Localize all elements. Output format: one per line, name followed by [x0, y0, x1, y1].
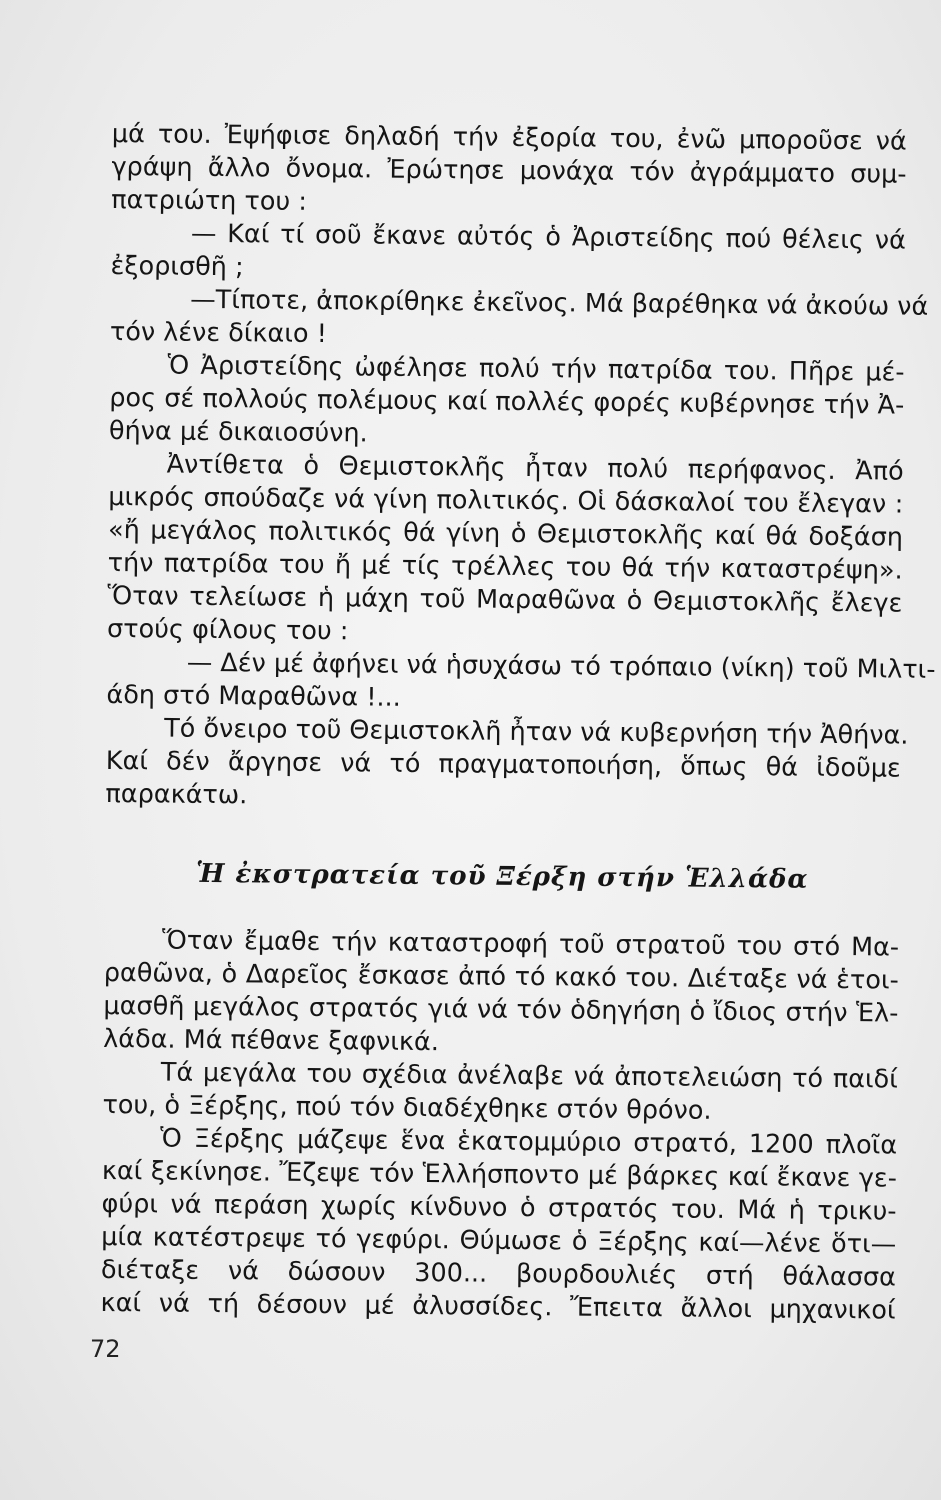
text-line: Τά μεγάλα του σχέδια ἀνέλαβε νά ἀποτελειώση τό παιδί: [160, 1057, 898, 1095]
text-line: γράψη ἄλλο ὄνομα. Ἐρώτησε μονάχα τόν ἀγράμματο συμ-: [111, 151, 907, 190]
text-line: μασθῆ μεγάλος στρατός γιά νά τόν ὁδηγήση ὁ ἴδιος στήν Ἑλ-: [103, 990, 899, 1029]
text-line: καί ξεκίνησε. Ἔζεψε τόν Ἑλλήσποντο μέ βάρκες καί ἔκανε γε-: [101, 1155, 897, 1194]
text-line: παρακάτω.: [105, 778, 248, 811]
text-line: άδη στό Μαραθῶνα !...: [106, 679, 401, 713]
text-line: καί νά τή δέσουν μέ ἀλυσσίδες. Ἔπειτα ἄλλοι μηχανικοί: [100, 1287, 896, 1326]
text-line: —Τίποτε, ἀποκρίθηκε ἐκεῖνος. Μά βαρέθηκα νά ἀκούω νά: [190, 284, 929, 322]
text-line: του, ὁ Ξέρξης, πού τόν διαδέχθηκε στόν θρόνο.: [102, 1089, 712, 1126]
text-line: «ἤ μεγάλος πολιτικός θά γίνη ὁ Θεμιστοκλῆς καί θά δοξάση: [107, 514, 904, 553]
text-line: ραθῶνα, ὁ Δαρεῖος ἔσκασε ἀπό τό κακό του. Διέταξε νά ἑτοι-: [103, 957, 899, 996]
text-line: — Καί τί σοῦ ἔκανε αὐτός ὁ Ἀριστείδης πού θέλεις νά: [190, 218, 907, 256]
text-line: θήνα μέ δικαιοσύνη.: [108, 415, 368, 449]
text-line: στούς φίλους του :: [106, 613, 349, 647]
page-number: 72: [90, 1335, 121, 1363]
text-line: Ὅταν ἔμαθε τήν καταστροφή τοῦ στρατοῦ του στό Μα-: [161, 925, 900, 963]
text-line: φύρι νά περάση χωρίς κίνδυνο ὁ στρατός του. Μά ἡ τρικυ-: [101, 1188, 897, 1227]
section-heading: Ἡ ἐκστρατεία τοῦ Ξέρξη στήν Ἑλλάδα: [195, 858, 809, 895]
text-line: ἐξορισθῆ ;: [110, 250, 244, 283]
section-xerxes-campaign: [100, 924, 899, 1328]
text-line: πατριώτη του :: [111, 184, 308, 217]
text-line: Τό ὄνειρο τοῦ Θεμιστοκλῆ ἦταν νά κυβερνήση τήν Ἀθήνα.: [163, 713, 909, 751]
text-line: μικρός σπούδαζε νά γίνη πολιτικός. Οἱ δάσκαλοί του ἔλεγαν :: [108, 481, 904, 520]
text-line: τόν λένε δίκαιο !: [109, 316, 328, 350]
text-line: μία κατέστρεψε τό γεφύρι. Θύμωσε ὁ Ξέρξης καί—λένε ὅτι—: [101, 1221, 897, 1260]
text-line: μά του. Ἐψήφισε δηλαδή τήν ἐξορία του, ἐνῶ μποροῦσε νά: [111, 118, 907, 157]
text-line: διέταξε νά δώσουν 300... βουρδουλιές στή θάλασσα: [100, 1254, 897, 1293]
text-line: Ὅταν τελείωσε ἡ μάχη τοῦ Μαραθῶνα ὁ Θεμιστοκλῆς ἔλεγε: [107, 580, 903, 619]
text-line: Καί δέν ἄργησε νά τό πραγματοποιήση, ὅπως θά ἰδοῦμε: [105, 745, 901, 784]
text-line: τήν πατρίδα του ἤ μέ τίς τρέλλες του θά τήν καταστρέψη».: [107, 547, 903, 586]
text-line: — Δέν μέ ἀφήνει νά ἡσυχάσω τό τρόπαιο (νίκη) τοῦ Μιλτι-: [186, 647, 936, 685]
text-line: Ἀντίθετα ὁ Θεμιστοκλῆς ἦταν πολύ περήφανος. Ἀπό: [166, 449, 904, 487]
text-line: λάδα. Μά πέθανε ξαφνικά.: [103, 1023, 440, 1058]
text-line: ρος σέ πολλούς πολέμους καί πολλές φορές κυβέρνησε τήν Ἀ-: [109, 382, 905, 421]
text-line: Ὁ Ἀριστείδης ὠφέλησε πολύ τήν πατρίδα του. Πῆρε μέ-: [167, 350, 905, 388]
page-text: [100, 118, 936, 1328]
section-aristides-themistocles: [105, 118, 936, 819]
text-line: Ὁ Ξέρξης μάζεψε ἕνα ἑκατομμύριο στρατό, 1200 πλοῖα: [160, 1123, 898, 1161]
